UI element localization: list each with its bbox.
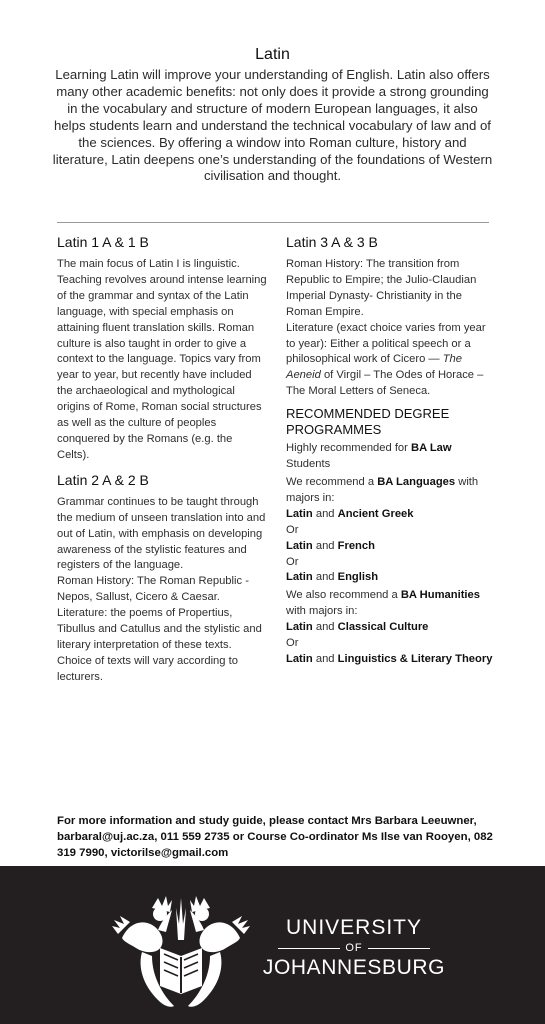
rec-latin-classical: Latin and Classical Culture [286, 621, 429, 634]
latin2-text-history: Roman History: The Roman Republic - Nepos, Sallust, Cicero & Caesar. [57, 575, 249, 604]
two-birds-book-emblem-icon [112, 890, 250, 1014]
latin2-text-grammar: Grammar continues to be taught through the medium of unseen translation into and out of Latin, with emphasis on developing awareness of the stylistic features and registers of the language. [57, 495, 266, 572]
rec-languages: We recommend a BA Languages with majors in: Latin and Ancient Greek Or Latin and French Or Latin and English [286, 475, 496, 586]
university-wordmark [256, 916, 452, 980]
latin2-text-choice: Choice of texts will vary according to lecturers. [57, 654, 238, 683]
recommended-heading: RECOMMENDED DEGREE PROGRAMMES [286, 406, 450, 438]
latin2-text-literature: Literature: the poems of Propertius, Tibullus and Catullus and the stylistic and literary interpretation of these texts. [57, 607, 262, 651]
latin2-heading: Latin 2 A & 2 B [57, 471, 149, 488]
latin1-text: The main focus of Latin I is linguistic. Teaching revolves around intense learning of the grammar and syntax of the Latin language, with special emphasis on attaining fluent translation skills. Roman culture is also taught in order to give a context to the language. Topics vary from year to year, but recently have included the archaeological and mythological origins of Rome, Roman social structures as well as the culture of peoples conquered by the Romans (e.g. the Celts). [57, 258, 267, 461]
rec-latin-linguistics: Latin and Linguistics & Literary Theory [286, 652, 493, 665]
wordmark-line-university: UNIVERSITY [285, 916, 423, 939]
intro-paragraph: Learning Latin will improve your understanding of English. Latin also offers many other academic benefits: not only does it provide a strong grounding in the vocabulary and structure of modern European languages, it also helps students learn and understand the technical vocabulary of law and of the sciences. By offering a window into Roman culture, history and literature, Latin deepens one’s understanding of the foundations of Western civilisation and thought. [52, 67, 493, 184]
wordmark-line-johannesburg: JOHANNESBURG [262, 956, 446, 979]
left-column [57, 234, 267, 686]
page-title: Latin [255, 46, 290, 63]
rec-latin-greek: Latin and Ancient Greek [286, 507, 414, 520]
right-column [286, 234, 496, 670]
contact-info: For more information and study guide, please contact Mrs Barbara Leeuwner, barbaral@uj.ac.za, 011 559 2735 or Course Co-ordinator Ms Ilse van Rooyen, 082 319 7990, victorilse@gmail.com [57, 815, 493, 859]
rec-humanities: We also recommend a BA Humanities with majors in: Latin and Classical Culture Or Latin and Linguistics & Literary Theory [286, 588, 496, 668]
footer-bar [0, 866, 545, 1024]
rec-law: Highly recommended for BA Law Students [286, 442, 452, 471]
rec-latin-english: Latin and English [286, 571, 379, 584]
latin1-heading: Latin 1 A & 1 B [57, 234, 149, 250]
wordmark-line-of: OF [256, 941, 452, 955]
rec-latin-french: Latin and French [286, 539, 375, 552]
section-divider [57, 222, 489, 223]
latin3-text-history: Roman History: The transition from Republic to Empire; the Julio-Claudian Imperial Dynasty- Christianity in the Roman Empire. [286, 258, 477, 318]
latin3-heading: Latin 3 A & 3 B [286, 234, 378, 250]
latin3-text-literature: Literature (exact choice varies from year to year): Either a political speech or a philosophical work of Cicero — The Aeneid of Virgil – The Odes of Horace – The Moral Letters of Seneca. [286, 321, 486, 398]
